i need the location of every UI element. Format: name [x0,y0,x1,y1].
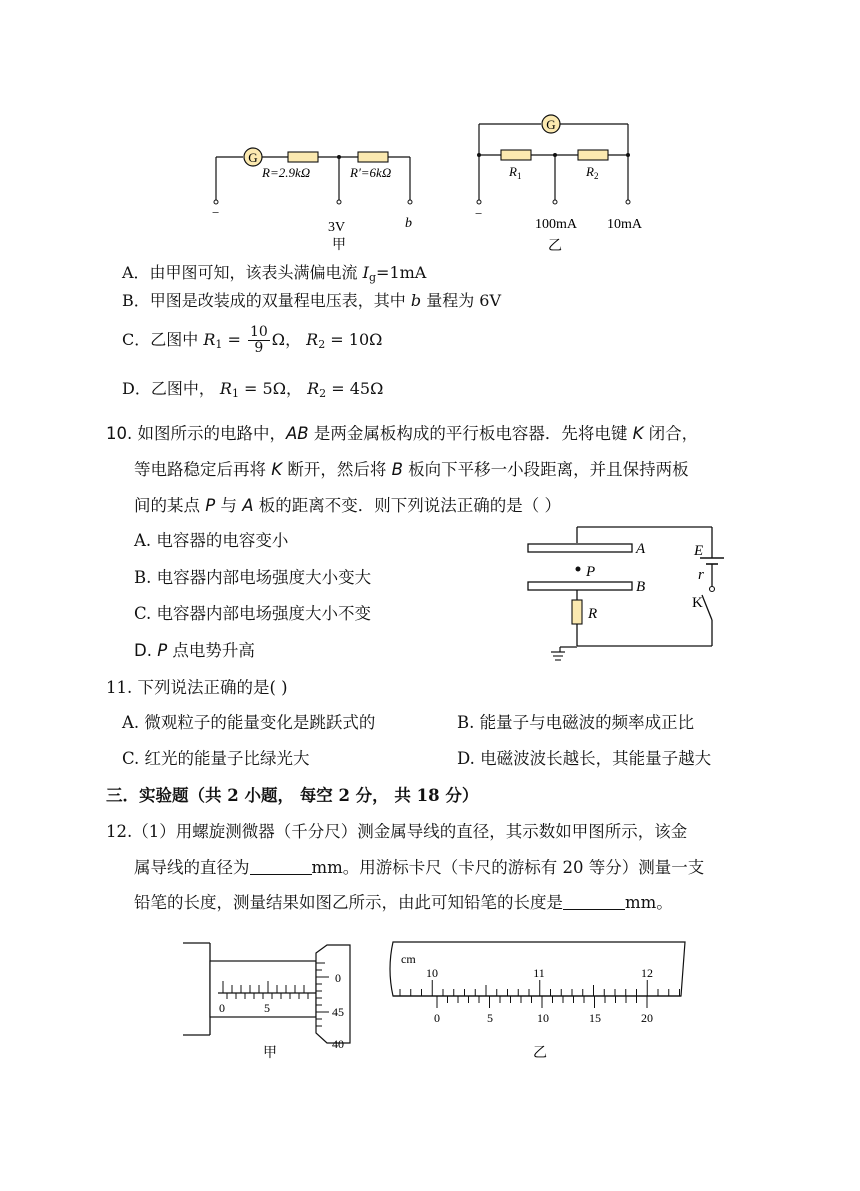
r2-label: $R_2$ [586,164,599,181]
thimble-label-45: 45 [332,1005,344,1019]
thimble-label-0: 0 [335,971,341,985]
q11-option-a: A. 微观粒子的能量变化是跳跃式的 [122,713,376,732]
caption-jia: 甲 [332,238,346,253]
resistor-rprime-label: R′=6kΩ [350,165,392,180]
vernier-label-15: 15 [589,1011,601,1025]
plate-a-label: A [636,541,646,557]
terminal-b: b [405,216,412,231]
caption-yi: 乙 [548,239,562,254]
q12-line-2: 属导线的直径为 mm。用游标卡尺（卡尺的游标有 20 等分）测量一支 [134,858,705,877]
figure-capacitor-circuit [520,525,740,665]
q11-option-c: C. 红光的能量子比绿光大 [122,749,310,768]
unit-cm: cm [401,952,416,966]
point-p-label: P [586,564,596,580]
galvanometer-label: G [546,117,556,132]
q10-line-2: 等电路稳定后再将 K 断开，然后将 B 板向下平移一小段距离，并且保持两板 [134,460,689,479]
terminal-minus: − [212,205,220,220]
resistor-r [572,600,582,624]
r1-label: $R_1$ [509,164,522,181]
terminal-100ma: 100mA [535,217,577,232]
switch-k-label: K [692,595,703,611]
q11-option-b: B. 能量子与电磁波的频率成正比 [457,713,695,732]
plate-b [528,582,632,590]
vernier-scale-ticks [437,996,647,1008]
plate-b-label: B [636,579,646,595]
resistor-r-label: R [588,606,598,622]
vernier-label-10: 10 [537,1011,549,1025]
q12-line-1: 12.（1）用螺旋测微器（千分尺）测金属导线的直径，其示数如甲图所示，该金 [106,822,688,841]
terminal-3v: 3V [328,220,346,235]
fraction-10-9: $\frac{10}{9}$ [249,324,268,356]
vernier-label-5: 5 [487,1011,493,1025]
section-title: 三．实验题（共 2 小题， 每空 2 分， 共 18 分） [106,786,479,805]
galvanometer-label: G [248,150,258,165]
internal-r-label: r [698,567,704,583]
q10-option-c: C. 电容器内部电场强度大小不变 [134,604,372,623]
q9-option-c: C．乙图中 $R_1$ = $\frac{10}{9}$ Ω， $R_2 = 10\Omega$ [122,324,383,356]
terminal-minus: − [475,206,483,221]
q11-stem: 11. 下列说法正确的是( ) [106,678,288,697]
vernier-label-20: 20 [641,1011,653,1025]
q9-option-b: B．甲图是改装成的双量程电压表，其中 b 量程为 6V [122,291,502,310]
figure-jia-circuit [200,135,440,255]
q11-option-d: D. 电磁波波长越长，其能量子越大 [457,749,712,768]
answer-blank-1[interactable] [250,858,312,875]
caption-jia: 甲 [263,1046,277,1061]
q12-line-3: 铅笔的长度，测量结果如图乙所示，由此可知铅笔的长度是 mm。 [134,893,673,912]
figure-yi-circuit [465,110,665,260]
q9-option-a: A．由甲图可知，该表头满偏电流 $I_g=1mA$ [122,263,427,284]
figure-vernier-caliper [385,940,690,1065]
emf-label: E [694,543,704,559]
main-label-5: 5 [264,1001,270,1015]
thimble-label-40: 40 [332,1037,344,1051]
q9-option-d: D．乙图中， $R_1 = 5\Omega$， $R_2 = 45\Omega$ [122,379,384,400]
q10-line-1: 10. 如图所示的电路中，AB 是两金属板构成的平行板电容器．先将电键 K 闭合， [106,424,699,443]
answer-blank-2[interactable] [563,893,625,910]
q10-option-d: D. P 点电势升高 [134,641,255,660]
plate-a [528,544,632,552]
q10-line-3: 间的某点 P 与 A 板的距离不变．则下列说法正确的是（ ） [134,496,561,515]
vernier-label-0: 0 [434,1011,440,1025]
main-label-12: 12 [641,966,653,980]
main-label-0: 0 [219,1001,225,1015]
main-label-10: 10 [426,966,438,980]
terminal-10ma: 10mA [607,217,642,232]
point-p [576,567,581,572]
q10-option-b: B. 电容器内部电场强度大小变大 [134,568,372,587]
switch-k [702,595,712,620]
figure-micrometer [175,935,365,1065]
caption-yi: 乙 [533,1046,547,1061]
main-label-11: 11 [533,966,545,980]
q10-option-a: A. 电容器的电容变小 [134,531,289,550]
resistor-r-label: R=2.9kΩ [262,165,311,180]
